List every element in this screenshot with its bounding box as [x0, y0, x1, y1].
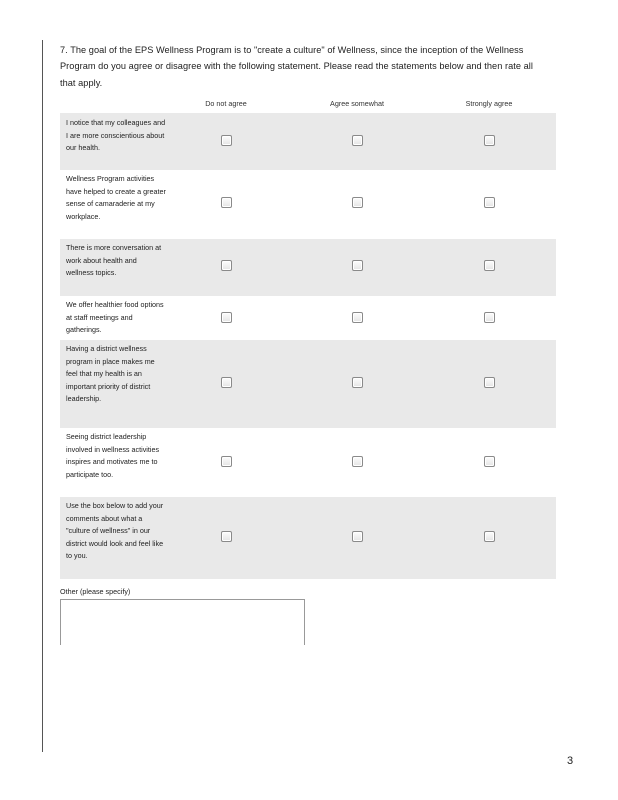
grid-row	[60, 340, 556, 428]
checkbox-strongly-agree[interactable]	[484, 260, 495, 271]
checkbox-agree-somewhat[interactable]	[352, 456, 363, 467]
checkbox-do-not-agree[interactable]	[221, 197, 232, 208]
other-specify-label: Other (please specify)	[60, 587, 131, 596]
checkbox-do-not-agree[interactable]	[221, 135, 232, 146]
checkbox-do-not-agree[interactable]	[221, 312, 232, 323]
row-statement: I notice that my colleagues and I are more conscientious about our health.	[66, 118, 166, 153]
checkbox-strongly-agree[interactable]	[484, 197, 495, 208]
checkbox-agree-somewhat[interactable]	[352, 377, 363, 388]
row-statement: Wellness Program activities have helped to create a greater sense of camaraderie at my workplace.	[66, 174, 166, 221]
checkbox-strongly-agree[interactable]	[484, 135, 495, 146]
checkbox-strongly-agree[interactable]	[484, 312, 495, 323]
checkbox-agree-somewhat[interactable]	[352, 135, 363, 146]
checkbox-agree-somewhat[interactable]	[352, 260, 363, 271]
question-text: 7. The goal of the EPS Wellness Program is to "create a culture" of Wellness, since the inception of the Wellness Program do you agree or disagree with the following statement. Please read the statements below and then rate all that apply.	[60, 45, 533, 88]
grid-row	[60, 239, 556, 296]
checkbox-do-not-agree[interactable]	[221, 531, 232, 542]
grid-row	[60, 170, 556, 239]
left-margin-line	[42, 40, 43, 752]
rating-grid	[60, 113, 556, 579]
grid-row	[60, 428, 556, 497]
page-number: 3	[567, 755, 574, 767]
checkbox-strongly-agree[interactable]	[484, 456, 495, 467]
column-header-agree-somewhat: Agree somewhat	[330, 99, 384, 108]
grid-row	[60, 296, 556, 340]
checkbox-agree-somewhat[interactable]	[352, 312, 363, 323]
checkbox-strongly-agree[interactable]	[484, 377, 495, 388]
grid-row	[60, 497, 556, 579]
grid-row	[60, 113, 556, 170]
column-headers	[0, 99, 618, 111]
checkbox-strongly-agree[interactable]	[484, 531, 495, 542]
checkbox-agree-somewhat[interactable]	[352, 197, 363, 208]
row-statement: We offer healthier food options at staff meetings and gatherings.	[66, 300, 164, 335]
checkbox-do-not-agree[interactable]	[221, 377, 232, 388]
row-statement: Use the box below to add your comments about what a "culture of wellness" in our district would look and feel like to you.	[66, 501, 164, 561]
column-header-strongly-agree: Strongly agree	[465, 99, 513, 108]
column-header-do-not-agree: Do not agree	[205, 99, 247, 108]
row-statement: There is more conversation at work about health and wellness topics.	[66, 243, 162, 278]
checkbox-agree-somewhat[interactable]	[352, 531, 363, 542]
row-statement: Having a district wellness program in place makes me feel that my health is an important priority of district leadership.	[66, 344, 155, 404]
checkbox-do-not-agree[interactable]	[221, 456, 232, 467]
row-statement: Seeing district leadership involved in wellness activities inspires and motivates me to participate too.	[66, 432, 160, 479]
other-specify-textbox[interactable]	[60, 599, 305, 645]
checkbox-do-not-agree[interactable]	[221, 260, 232, 271]
